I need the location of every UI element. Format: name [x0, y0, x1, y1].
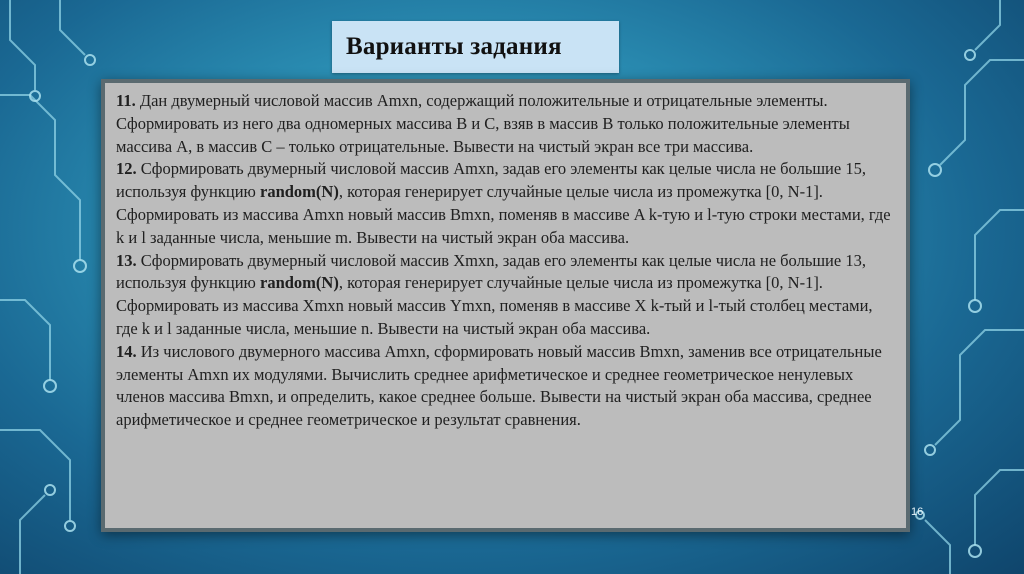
- task-text: Сформировать двумерный числовой массив Xmxn, задав его элементы как целые числа не большие 13, используя функцию: [116, 250, 866, 293]
- task-item: [116, 158, 896, 249]
- task-text: Дан двумерный числовой массив Amxn, содержащий положительные и отрицательные элементы. Сформировать из него два одномерных массива B и C, взяв в массив B только положительные элементы массива A, в массив C – только отрицательные. Вывести на чистый экран все три массива.: [116, 91, 850, 156]
- slide-number: 16: [911, 506, 924, 518]
- task-item: [116, 250, 896, 341]
- task-number: 14.: [116, 341, 137, 361]
- task-text: Из числового двумерного массива Amxn, сформировать новый массив Bmxn, заменив все отрицательные элементы Amxn их модулями. Вычислить среднее арифметическое и среднее геометрическое ненулевых членов массива Bmxn, и определить, какое среднее больше. Вывести на чистый экран оба массива, среднее арифметическое и среднее геометрическое и результат сравнения.: [116, 341, 882, 430]
- task-list-frame: [101, 79, 910, 532]
- function-name: random(N): [260, 273, 339, 293]
- function-name: random(N): [260, 182, 339, 202]
- task-number: 13.: [116, 250, 137, 270]
- task-number: 12.: [116, 159, 137, 179]
- task-item: [116, 341, 896, 432]
- task-text: Сформировать двумерный числовой массив Amxn, задав его элементы как целые числа не большие 15, используя функцию: [116, 159, 866, 202]
- task-list: [105, 83, 906, 528]
- task-item: [116, 90, 896, 158]
- slide-title-box: [332, 21, 619, 73]
- task-text: , которая генерирует случайные целые числа из промежутка [0, N-1]. Сформировать из массива Amxn новый массив Bmxn, поменяв в массиве A k-тую и l-тую строки местами, где k и l заданные числа, меньшие m. Вывести на чистый экран оба массива.: [116, 182, 891, 247]
- task-number: 11.: [116, 91, 136, 110]
- task-text: , которая генерирует случайные целые числа из промежутка [0, N-1]. Сформировать из массива Xmxn новый массив Ymxn, поменяв в массиве X k-тый и l-тый столбец местами, где k и l заданные числа, меньшие n. Вывести на чистый экран оба массива.: [116, 273, 873, 338]
- slide-title: Варианты задания: [346, 33, 562, 60]
